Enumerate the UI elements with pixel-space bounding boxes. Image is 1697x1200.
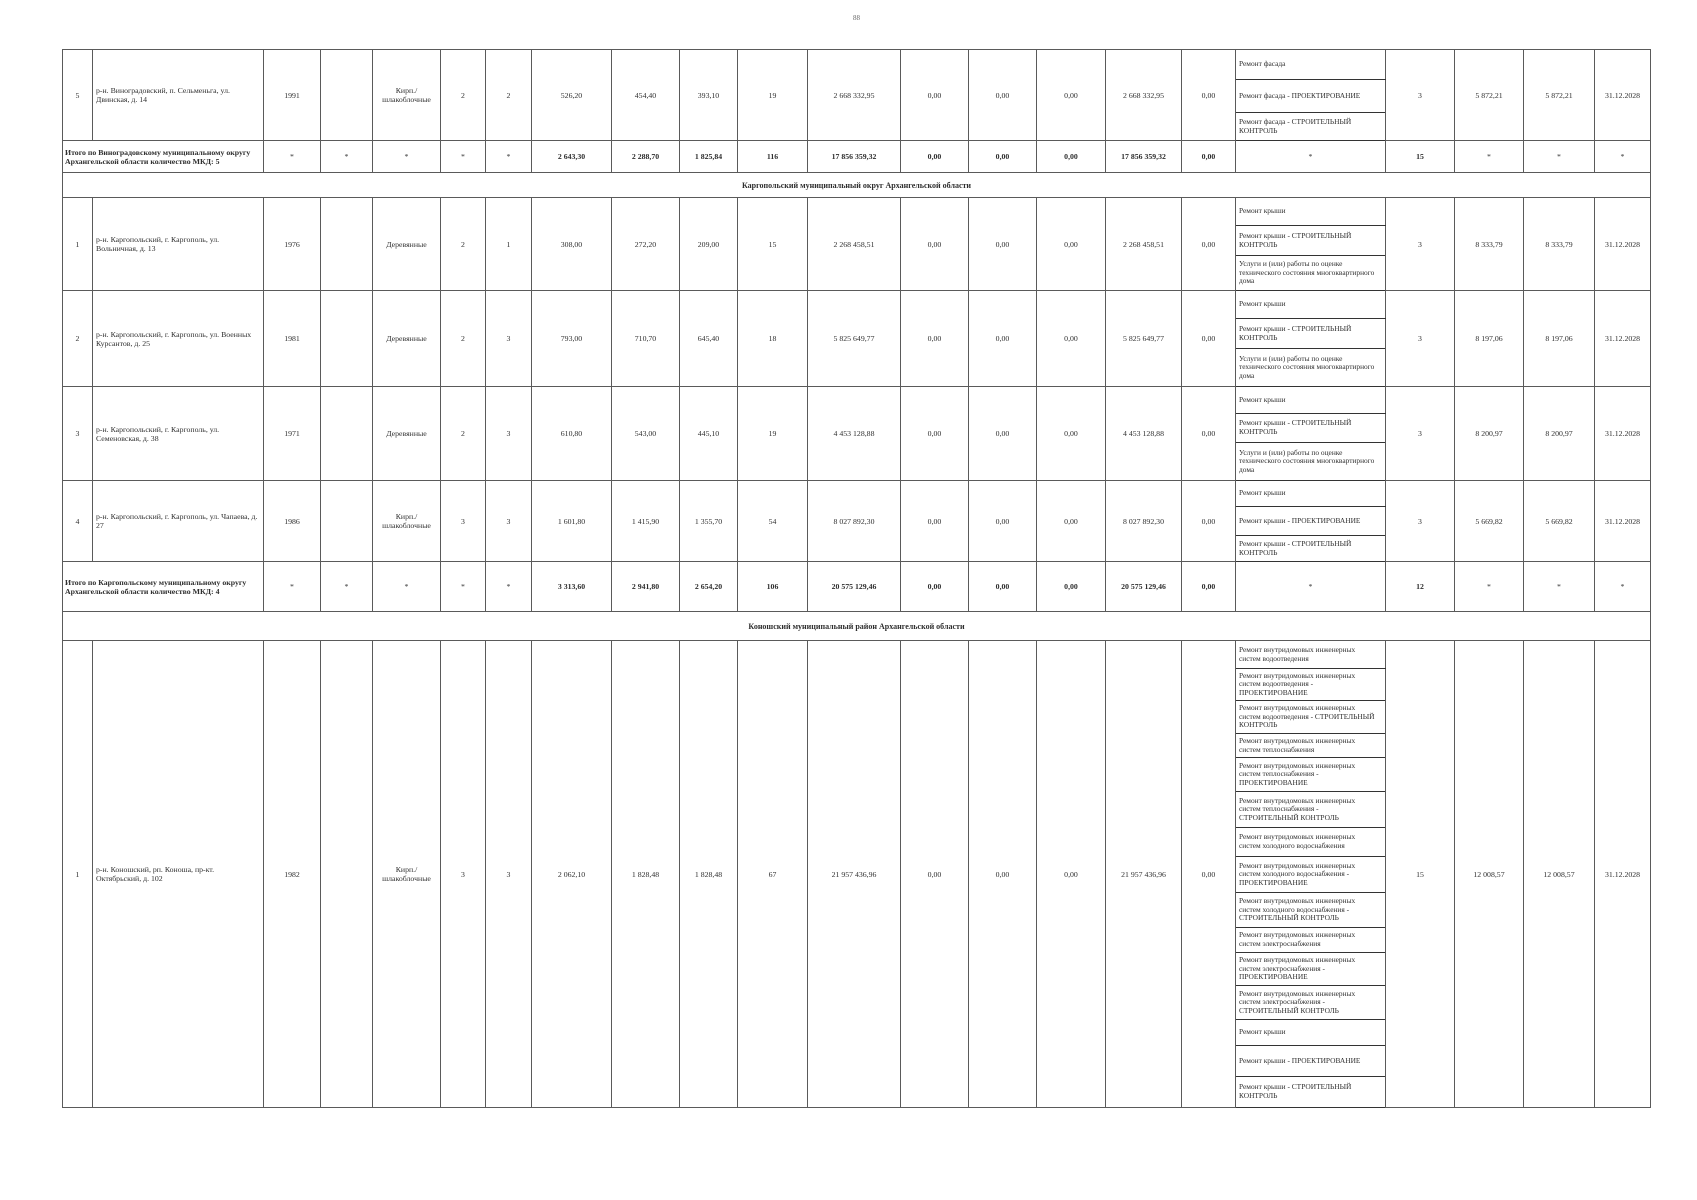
- cell-price-1: 12 008,57: [1455, 641, 1524, 1108]
- cell-entrances: 3: [486, 641, 532, 1108]
- total-cost-d: 17 856 359,32: [1106, 141, 1182, 173]
- cell-col4: [321, 641, 373, 1108]
- cell-no: 1: [63, 641, 93, 1108]
- cell-work: Ремонт внутридомовых инженерных систем теплоснабжения - ПРОЕКТИРОВАНИЕ: [1236, 758, 1386, 792]
- table-row: [63, 198, 1651, 226]
- cell-col4: [321, 291, 373, 387]
- cell-address: р-н. Каргопольский, г. Каргополь, ул. Вольничная, д. 13: [93, 198, 264, 291]
- cell-cost-a: 0,00: [901, 291, 969, 387]
- cell-year: 1976: [264, 198, 321, 291]
- total-entrances: *: [486, 562, 532, 612]
- cell-work: Ремонт крыши: [1236, 291, 1386, 319]
- cell-date: 31.12.2028: [1595, 387, 1651, 481]
- cell-year: 1982: [264, 641, 321, 1108]
- cell-date: 31.12.2028: [1595, 198, 1651, 291]
- section-header: Каргопольский муниципальный округ Архангельской области: [63, 173, 1651, 198]
- cell-cost-a: 0,00: [901, 481, 969, 562]
- cell-area-1: 1 601,80: [532, 481, 612, 562]
- cell-residents: 67: [738, 641, 808, 1108]
- total-works-count: 15: [1386, 141, 1455, 173]
- total-cost-e: 0,00: [1182, 141, 1236, 173]
- cell-cost-d: 5 825 649,77: [1106, 291, 1182, 387]
- cell-material: Деревянные: [373, 387, 441, 481]
- cell-cost-b: 0,00: [969, 291, 1037, 387]
- cell-area-3: 1 355,70: [680, 481, 738, 562]
- cell-cost-total: 4 453 128,88: [808, 387, 901, 481]
- cell-col4: [321, 387, 373, 481]
- cell-entrances: 3: [486, 291, 532, 387]
- cell-area-2: 710,70: [612, 291, 680, 387]
- total-year: *: [264, 562, 321, 612]
- cell-area-1: 526,20: [532, 50, 612, 141]
- cell-entrances: 3: [486, 387, 532, 481]
- cell-date: 31.12.2028: [1595, 50, 1651, 141]
- cell-cost-b: 0,00: [969, 641, 1037, 1108]
- cell-address: р-н. Каргопольский, г. Каргополь, ул. Военных Курсантов, д. 25: [93, 291, 264, 387]
- cell-col4: [321, 50, 373, 141]
- total-area-2: 2 941,80: [612, 562, 680, 612]
- cell-price-2: 8 333,79: [1524, 198, 1595, 291]
- cell-col4: [321, 481, 373, 562]
- cell-cost-e: 0,00: [1182, 481, 1236, 562]
- total-residents: 106: [738, 562, 808, 612]
- total-material: *: [373, 562, 441, 612]
- cell-area-3: 645,40: [680, 291, 738, 387]
- total-works: *: [1236, 141, 1386, 173]
- cell-work: Ремонт крыши - СТРОИТЕЛЬНЫЙ КОНТРОЛЬ: [1236, 1077, 1386, 1108]
- cell-cost-c: 0,00: [1037, 291, 1106, 387]
- total-area-3: 1 825,84: [680, 141, 738, 173]
- cell-work: Услуги и (или) работы по оценке технического состояния многоквартирного дома: [1236, 256, 1386, 291]
- cell-floors: 3: [441, 481, 486, 562]
- table-row: [63, 50, 1651, 80]
- cell-price-1: 8 197,06: [1455, 291, 1524, 387]
- cell-address: р-н. Виноградовский, п. Сельменьга, ул. Двинская, д. 14: [93, 50, 264, 141]
- section-row: [63, 173, 1651, 198]
- cell-work: Ремонт крыши: [1236, 198, 1386, 226]
- cell-work: Ремонт крыши - СТРОИТЕЛЬНЫЙ КОНТРОЛЬ: [1236, 414, 1386, 443]
- cell-cost-c: 0,00: [1037, 641, 1106, 1108]
- total-works: *: [1236, 562, 1386, 612]
- cell-no: 5: [63, 50, 93, 141]
- cell-no: 1: [63, 198, 93, 291]
- cell-date: 31.12.2028: [1595, 641, 1651, 1108]
- total-cost-a: 0,00: [901, 562, 969, 612]
- cell-price-2: 8 200,97: [1524, 387, 1595, 481]
- cell-work: Ремонт фасада: [1236, 50, 1386, 80]
- table-row: [63, 387, 1651, 414]
- cell-cost-d: 2 268 458,51: [1106, 198, 1182, 291]
- cell-works-count: 3: [1386, 198, 1455, 291]
- total-cost-total: 17 856 359,32: [808, 141, 901, 173]
- cell-cost-c: 0,00: [1037, 198, 1106, 291]
- total-floors: *: [441, 141, 486, 173]
- cell-price-1: 5 872,21: [1455, 50, 1524, 141]
- cell-area-3: 1 828,48: [680, 641, 738, 1108]
- total-price-1: *: [1455, 562, 1524, 612]
- cell-address: р-н. Каргопольский, г. Каргополь, ул. Семеновская, д. 38: [93, 387, 264, 481]
- cell-material: Кирп./шлакоблочные: [373, 641, 441, 1108]
- total-area-2: 2 288,70: [612, 141, 680, 173]
- page-number: 88: [853, 14, 860, 22]
- cell-no: 3: [63, 387, 93, 481]
- cell-cost-d: 21 957 436,96: [1106, 641, 1182, 1108]
- cell-cost-b: 0,00: [969, 387, 1037, 481]
- cell-cost-c: 0,00: [1037, 481, 1106, 562]
- cell-area-1: 793,00: [532, 291, 612, 387]
- cell-work: Ремонт внутридомовых инженерных систем водоотведения - ПРОЕКТИРОВАНИЕ: [1236, 669, 1386, 701]
- section-header: Коношский муниципальный район Архангельской области: [63, 612, 1651, 641]
- cell-area-2: 272,20: [612, 198, 680, 291]
- cell-residents: 18: [738, 291, 808, 387]
- cell-price-2: 5 872,21: [1524, 50, 1595, 141]
- cell-area-1: 610,80: [532, 387, 612, 481]
- cell-address: р-н. Каргопольский, г. Каргополь, ул. Чапаева, д. 27: [93, 481, 264, 562]
- cell-price-1: 8 200,97: [1455, 387, 1524, 481]
- cell-work: Ремонт крыши: [1236, 387, 1386, 414]
- cell-cost-b: 0,00: [969, 481, 1037, 562]
- cell-work: Ремонт внутридомовых инженерных систем водоотведения - СТРОИТЕЛЬНЫЙ КОНТРОЛЬ: [1236, 701, 1386, 734]
- cell-area-1: 2 062,10: [532, 641, 612, 1108]
- cell-year: 1991: [264, 50, 321, 141]
- cell-work: Услуги и (или) работы по оценке технического состояния многоквартирного дома: [1236, 349, 1386, 387]
- cell-residents: 19: [738, 50, 808, 141]
- cell-material: Деревянные: [373, 291, 441, 387]
- total-material: *: [373, 141, 441, 173]
- cell-cost-b: 0,00: [969, 198, 1037, 291]
- cell-work: Ремонт внутридомовых инженерных систем электроснабжения: [1236, 928, 1386, 953]
- total-year: *: [264, 141, 321, 173]
- total-cost-c: 0,00: [1037, 141, 1106, 173]
- total-row: [63, 141, 1651, 173]
- section-row: [63, 612, 1651, 641]
- total-cost-a: 0,00: [901, 141, 969, 173]
- cell-work: Ремонт внутридомовых инженерных систем холодного водоснабжения - ПРОЕКТИРОВАНИЕ: [1236, 857, 1386, 893]
- cell-cost-e: 0,00: [1182, 291, 1236, 387]
- cell-works-count: 3: [1386, 481, 1455, 562]
- cell-material: Кирп./шлакоблочные: [373, 50, 441, 141]
- cell-date: 31.12.2028: [1595, 291, 1651, 387]
- cell-cost-a: 0,00: [901, 387, 969, 481]
- cell-cost-b: 0,00: [969, 50, 1037, 141]
- total-area-1: 3 313,60: [532, 562, 612, 612]
- cell-address: р-н. Коношский, рп. Коноша, пр-кт. Октябрьский, д. 102: [93, 641, 264, 1108]
- cell-area-2: 454,40: [612, 50, 680, 141]
- total-price-1: *: [1455, 141, 1524, 173]
- total-col4: *: [321, 562, 373, 612]
- cell-area-2: 543,00: [612, 387, 680, 481]
- cell-area-3: 393,10: [680, 50, 738, 141]
- cell-price-2: 12 008,57: [1524, 641, 1595, 1108]
- cell-cost-d: 4 453 128,88: [1106, 387, 1182, 481]
- cell-year: 1981: [264, 291, 321, 387]
- cell-col4: [321, 198, 373, 291]
- cell-work: Ремонт крыши - ПРОЕКТИРОВАНИЕ: [1236, 507, 1386, 536]
- cell-entrances: 3: [486, 481, 532, 562]
- total-floors: *: [441, 562, 486, 612]
- cell-no: 2: [63, 291, 93, 387]
- cell-work: Ремонт крыши - ПРОЕКТИРОВАНИЕ: [1236, 1046, 1386, 1077]
- cell-work: Ремонт крыши: [1236, 481, 1386, 507]
- cell-work: Ремонт внутридомовых инженерных систем электроснабжения - ПРОЕКТИРОВАНИЕ: [1236, 953, 1386, 986]
- total-price-2: *: [1524, 562, 1595, 612]
- table-row: [63, 641, 1651, 669]
- total-area-1: 2 643,30: [532, 141, 612, 173]
- cell-works-count: 3: [1386, 291, 1455, 387]
- total-row: [63, 562, 1651, 612]
- cell-area-2: 1 828,48: [612, 641, 680, 1108]
- cell-floors: 2: [441, 291, 486, 387]
- cell-cost-e: 0,00: [1182, 50, 1236, 141]
- cell-area-2: 1 415,90: [612, 481, 680, 562]
- cell-cost-d: 2 668 332,95: [1106, 50, 1182, 141]
- cell-work: Услуги и (или) работы по оценке технического состояния многоквартирного дома: [1236, 443, 1386, 481]
- cell-work: Ремонт крыши - СТРОИТЕЛЬНЫЙ КОНТРОЛЬ: [1236, 226, 1386, 256]
- cell-price-1: 5 669,82: [1455, 481, 1524, 562]
- cell-cost-total: 2 268 458,51: [808, 198, 901, 291]
- total-cost-total: 20 575 129,46: [808, 562, 901, 612]
- cell-price-2: 5 669,82: [1524, 481, 1595, 562]
- cell-year: 1986: [264, 481, 321, 562]
- cell-floors: 2: [441, 198, 486, 291]
- cell-material: Кирп./шлакоблочные: [373, 481, 441, 562]
- total-area-3: 2 654,20: [680, 562, 738, 612]
- cell-work: Ремонт фасада - СТРОИТЕЛЬНЫЙ КОНТРОЛЬ: [1236, 113, 1386, 141]
- cell-work: Ремонт внутридомовых инженерных систем теплоснабжения: [1236, 734, 1386, 758]
- cell-cost-a: 0,00: [901, 198, 969, 291]
- cell-work: Ремонт внутридомовых инженерных систем холодного водоснабжения: [1236, 828, 1386, 857]
- cell-entrances: 1: [486, 198, 532, 291]
- total-residents: 116: [738, 141, 808, 173]
- cell-floors: 2: [441, 50, 486, 141]
- cell-cost-total: 21 957 436,96: [808, 641, 901, 1108]
- total-works-count: 12: [1386, 562, 1455, 612]
- cell-residents: 19: [738, 387, 808, 481]
- cell-no: 4: [63, 481, 93, 562]
- total-price-2: *: [1524, 141, 1595, 173]
- cell-works-count: 3: [1386, 387, 1455, 481]
- cell-date: 31.12.2028: [1595, 481, 1651, 562]
- total-col4: *: [321, 141, 373, 173]
- total-date: *: [1595, 141, 1651, 173]
- cell-cost-e: 0,00: [1182, 641, 1236, 1108]
- cell-cost-c: 0,00: [1037, 50, 1106, 141]
- cell-work: Ремонт крыши: [1236, 1020, 1386, 1046]
- cell-floors: 2: [441, 387, 486, 481]
- cell-works-count: 15: [1386, 641, 1455, 1108]
- total-cost-b: 0,00: [969, 141, 1037, 173]
- cell-floors: 3: [441, 641, 486, 1108]
- cell-entrances: 2: [486, 50, 532, 141]
- cell-cost-total: 8 027 892,30: [808, 481, 901, 562]
- cell-price-2: 8 197,06: [1524, 291, 1595, 387]
- capital-repair-table: [62, 49, 1651, 1108]
- total-cost-d: 20 575 129,46: [1106, 562, 1182, 612]
- cell-cost-e: 0,00: [1182, 387, 1236, 481]
- cell-price-1: 8 333,79: [1455, 198, 1524, 291]
- cell-cost-total: 5 825 649,77: [808, 291, 901, 387]
- cell-cost-d: 8 027 892,30: [1106, 481, 1182, 562]
- total-label: Итого по Виноградовскому муниципальному округу Архангельской области количество МКД: 5: [63, 141, 264, 173]
- cell-work: Ремонт внутридомовых инженерных систем холодного водоснабжения - СТРОИТЕЛЬНЫЙ КОНТРОЛЬ: [1236, 893, 1386, 928]
- cell-area-1: 308,00: [532, 198, 612, 291]
- table-row: [63, 481, 1651, 507]
- total-cost-e: 0,00: [1182, 562, 1236, 612]
- total-cost-c: 0,00: [1037, 562, 1106, 612]
- table-row: [63, 291, 1651, 319]
- total-label: Итого по Каргопольскому муниципальному округу Архангельской области количество МКД: 4: [63, 562, 264, 612]
- cell-residents: 54: [738, 481, 808, 562]
- cell-cost-a: 0,00: [901, 50, 969, 141]
- cell-work: Ремонт крыши - СТРОИТЕЛЬНЫЙ КОНТРОЛЬ: [1236, 319, 1386, 349]
- cell-material: Деревянные: [373, 198, 441, 291]
- cell-work: Ремонт крыши - СТРОИТЕЛЬНЫЙ КОНТРОЛЬ: [1236, 536, 1386, 562]
- cell-cost-c: 0,00: [1037, 387, 1106, 481]
- total-entrances: *: [486, 141, 532, 173]
- total-cost-b: 0,00: [969, 562, 1037, 612]
- cell-work: Ремонт внутридомовых инженерных систем теплоснабжения - СТРОИТЕЛЬНЫЙ КОНТРОЛЬ: [1236, 792, 1386, 828]
- cell-area-3: 209,00: [680, 198, 738, 291]
- cell-work: Ремонт фасада - ПРОЕКТИРОВАНИЕ: [1236, 80, 1386, 113]
- total-date: *: [1595, 562, 1651, 612]
- cell-year: 1971: [264, 387, 321, 481]
- cell-area-3: 445,10: [680, 387, 738, 481]
- cell-cost-a: 0,00: [901, 641, 969, 1108]
- cell-cost-total: 2 668 332,95: [808, 50, 901, 141]
- cell-work: Ремонт внутридомовых инженерных систем водоотведения: [1236, 641, 1386, 669]
- cell-work: Ремонт внутридомовых инженерных систем электроснабжения - СТРОИТЕЛЬНЫЙ КОНТРОЛЬ: [1236, 986, 1386, 1020]
- cell-works-count: 3: [1386, 50, 1455, 141]
- cell-residents: 15: [738, 198, 808, 291]
- cell-cost-e: 0,00: [1182, 198, 1236, 291]
